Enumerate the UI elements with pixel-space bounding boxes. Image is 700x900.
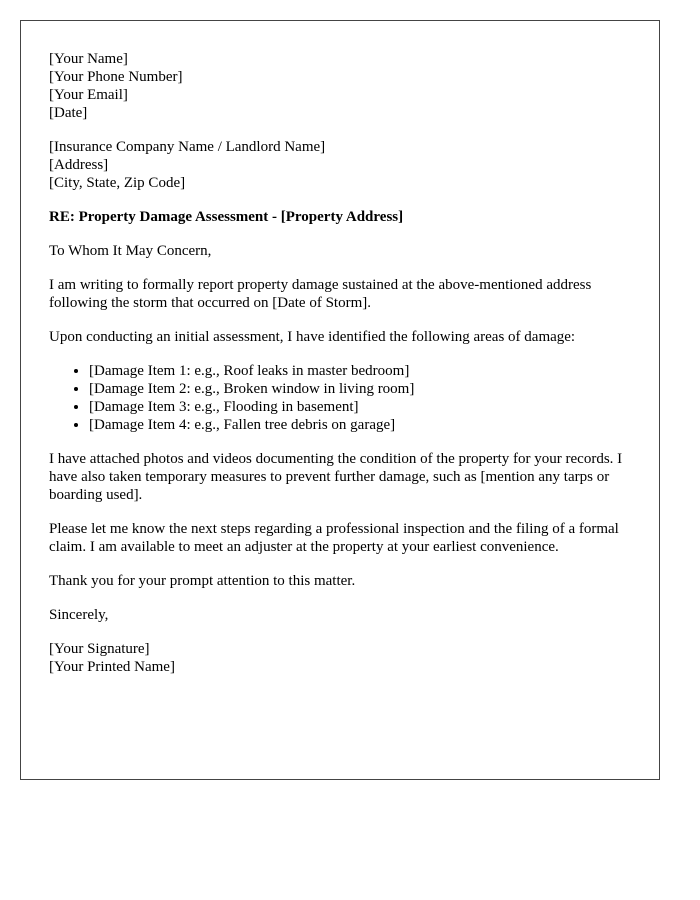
recipient-block <box>49 138 639 192</box>
printed-name: [Your Printed Name] <box>49 659 175 675</box>
sender-email: [Your Email] <box>49 87 128 103</box>
assessment-paragraph: Upon conducting an initial assessment, I have identified the following areas of damage: <box>49 329 576 345</box>
letter-content <box>49 50 639 692</box>
salutation: To Whom It May Concern, <box>49 243 212 259</box>
sender-block <box>49 50 639 122</box>
subject-line: RE: Property Damage Assessment - [Property Address] <box>49 209 404 225</box>
damage-list-item: • [Damage Item 1: e.g., Roof leaks in master bedroom] <box>89 362 639 380</box>
sender-phone: [Your Phone Number] <box>49 69 183 85</box>
signature-line: [Your Signature] <box>49 641 150 657</box>
damage-list-item: • [Damage Item 3: e.g., Flooding in basement] <box>89 398 639 416</box>
letter-page <box>20 20 660 780</box>
closing: Sincerely, <box>49 607 109 623</box>
recipient-name: [Insurance Company Name / Landlord Name] <box>49 139 326 155</box>
sender-name: [Your Name] <box>49 51 128 67</box>
intro-paragraph: I am writing to formally report property damage sustained at the above-mentioned address following the storm that occurred on [Date of Storm]. <box>49 277 592 311</box>
attachments-paragraph: I have attached photos and videos documenting the condition of the property for your records. I have also taken temporary measures to prevent further damage, such as [mention any tarps or boarding used]. <box>49 451 623 503</box>
signature-block <box>49 640 639 676</box>
next-steps-paragraph: Please let me know the next steps regarding a professional inspection and the filing of a formal claim. I am available to meet an adjuster at the property at your earliest convenience. <box>49 521 619 555</box>
thanks-paragraph: Thank you for your prompt attention to this matter. <box>49 573 356 589</box>
damage-list-item: • [Damage Item 4: e.g., Fallen tree debris on garage] <box>89 416 639 434</box>
damage-list-item: • [Damage Item 2: e.g., Broken window in living room] <box>89 380 639 398</box>
recipient-city-state-zip: [City, State, Zip Code] <box>49 175 186 191</box>
letter-date: [Date] <box>49 105 88 121</box>
damage-list <box>49 362 639 434</box>
recipient-address: [Address] <box>49 157 109 173</box>
